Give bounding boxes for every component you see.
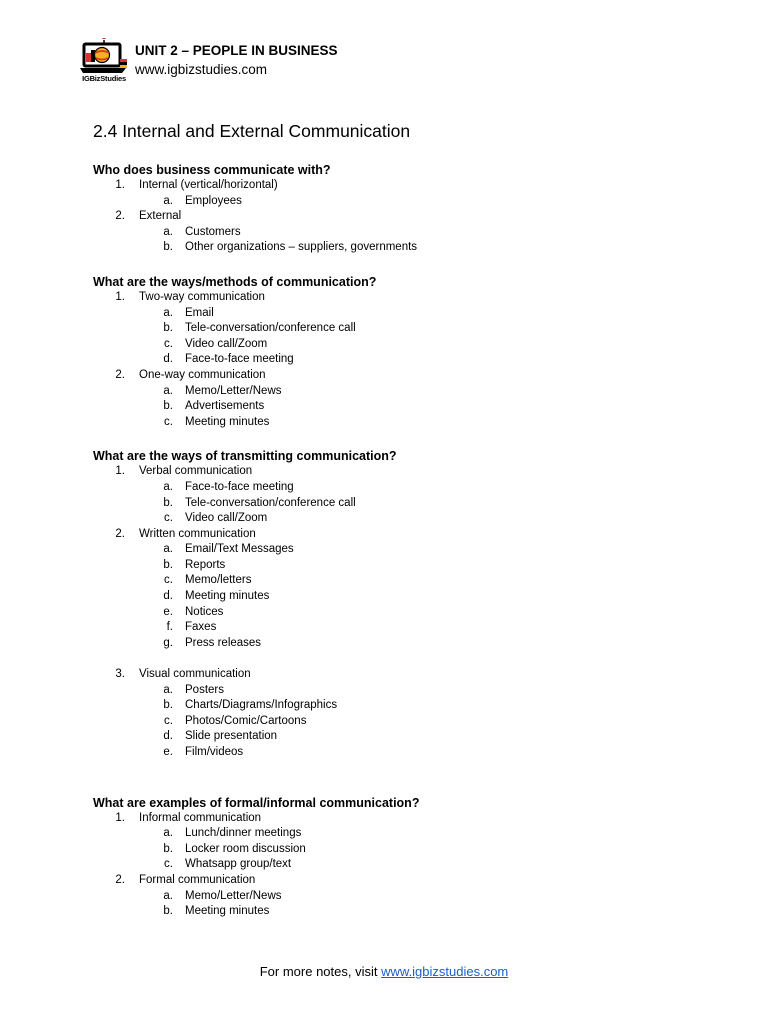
- spacer: [93, 651, 713, 667]
- sub-list-item: b. Tele-conversation/conference call: [163, 322, 356, 335]
- section-question: Who does business communicate with?: [93, 163, 331, 177]
- sub-list-item: a. Email: [163, 306, 214, 319]
- section-question: What are examples of formal/informal communication?: [93, 795, 420, 810]
- unit-title: UNIT 2 – PEOPLE IN BUSINESS: [135, 43, 338, 58]
- notes-body: [93, 162, 713, 938]
- sub-list-item: d. Slide presentation: [163, 730, 278, 743]
- sub-list-item: g. Press releases: [163, 636, 262, 649]
- sub-list-item: c. Video call/Zoom: [164, 512, 268, 525]
- sub-list-item: c. Photos/Comic/Cartoons: [164, 714, 307, 727]
- sub-list-item: a. Employees: [163, 194, 242, 207]
- sub-list-item: d. Meeting minutes: [163, 590, 270, 603]
- sub-list-item: c. Whatsapp group/text: [164, 858, 292, 871]
- sub-list-item: e. Film/videos: [163, 746, 244, 758]
- footer-text: For more notes, visit: [259, 964, 382, 979]
- list-item: 1. Internal (vertical/horizontal): [115, 179, 278, 191]
- sub-list-item: b. Reports: [163, 558, 226, 571]
- list-item: 2. Written communication: [115, 527, 256, 540]
- page-title: 2.4 Internal and External Communication: [93, 121, 411, 141]
- list-item: 2. Formal communication: [115, 873, 256, 886]
- list-item: 1. Verbal communication: [115, 465, 253, 478]
- laptop-globe-icon: [80, 38, 128, 74]
- logo-text: IGBizStudies: [82, 74, 126, 83]
- footer-link[interactable]: www.igbizstudies.com: [381, 964, 509, 979]
- sub-list-item: c. Memo/letters: [164, 574, 252, 587]
- sub-list-item: b. Other organizations – suppliers, governments: [163, 241, 418, 254]
- section-question: What are the ways/methods of communication?: [93, 274, 377, 289]
- sub-list-item: d. Face-to-face meeting: [163, 353, 294, 366]
- page-footer: [0, 964, 768, 979]
- list-item: 2. External: [115, 210, 182, 223]
- sub-list-item: a. Customers: [163, 225, 241, 238]
- sub-list-item: b. Meeting minutes: [163, 905, 270, 918]
- sub-list-item: c. Video call/Zoom: [164, 337, 268, 350]
- section-who-communicate: [93, 162, 713, 256]
- section-question: What are the ways of transmitting communication?: [93, 449, 397, 464]
- header-url: www.igbizstudies.com: [135, 62, 268, 77]
- sub-list-item: a. Memo/Letter/News: [163, 889, 282, 902]
- list-item: 1. Two-way communication: [115, 290, 265, 303]
- sub-list-item: a. Memo/Letter/News: [163, 384, 282, 397]
- sub-list-item: b. Charts/Diagrams/Infographics: [163, 699, 338, 712]
- list-item: 2. One-way communication: [115, 368, 266, 381]
- igbizstudies-logo: [80, 38, 128, 84]
- sub-list-item: b. Tele-conversation/conference call: [163, 496, 356, 509]
- sub-list-item: c. Meeting minutes: [164, 415, 270, 428]
- list-item: 1. Informal communication: [115, 811, 262, 824]
- sub-list-item: a. Posters: [163, 683, 224, 696]
- sub-list-item: f. Faxes: [166, 621, 217, 634]
- section-ways-methods: [93, 274, 713, 430]
- sub-list-item: a. Face-to-face meeting: [163, 480, 294, 493]
- sub-list-item: a. Email/Text Messages: [163, 543, 294, 556]
- sub-list-item: b. Advertisements: [163, 400, 265, 413]
- list-item: 3. Visual communication: [115, 668, 251, 681]
- sub-list-item: b. Locker room discussion: [163, 842, 306, 855]
- sub-list-item: e. Notices: [163, 605, 224, 618]
- section-ways-transmitting: [93, 448, 713, 760]
- sub-list-item: a. Lunch/dinner meetings: [163, 827, 302, 840]
- section-formal-informal: [93, 795, 713, 920]
